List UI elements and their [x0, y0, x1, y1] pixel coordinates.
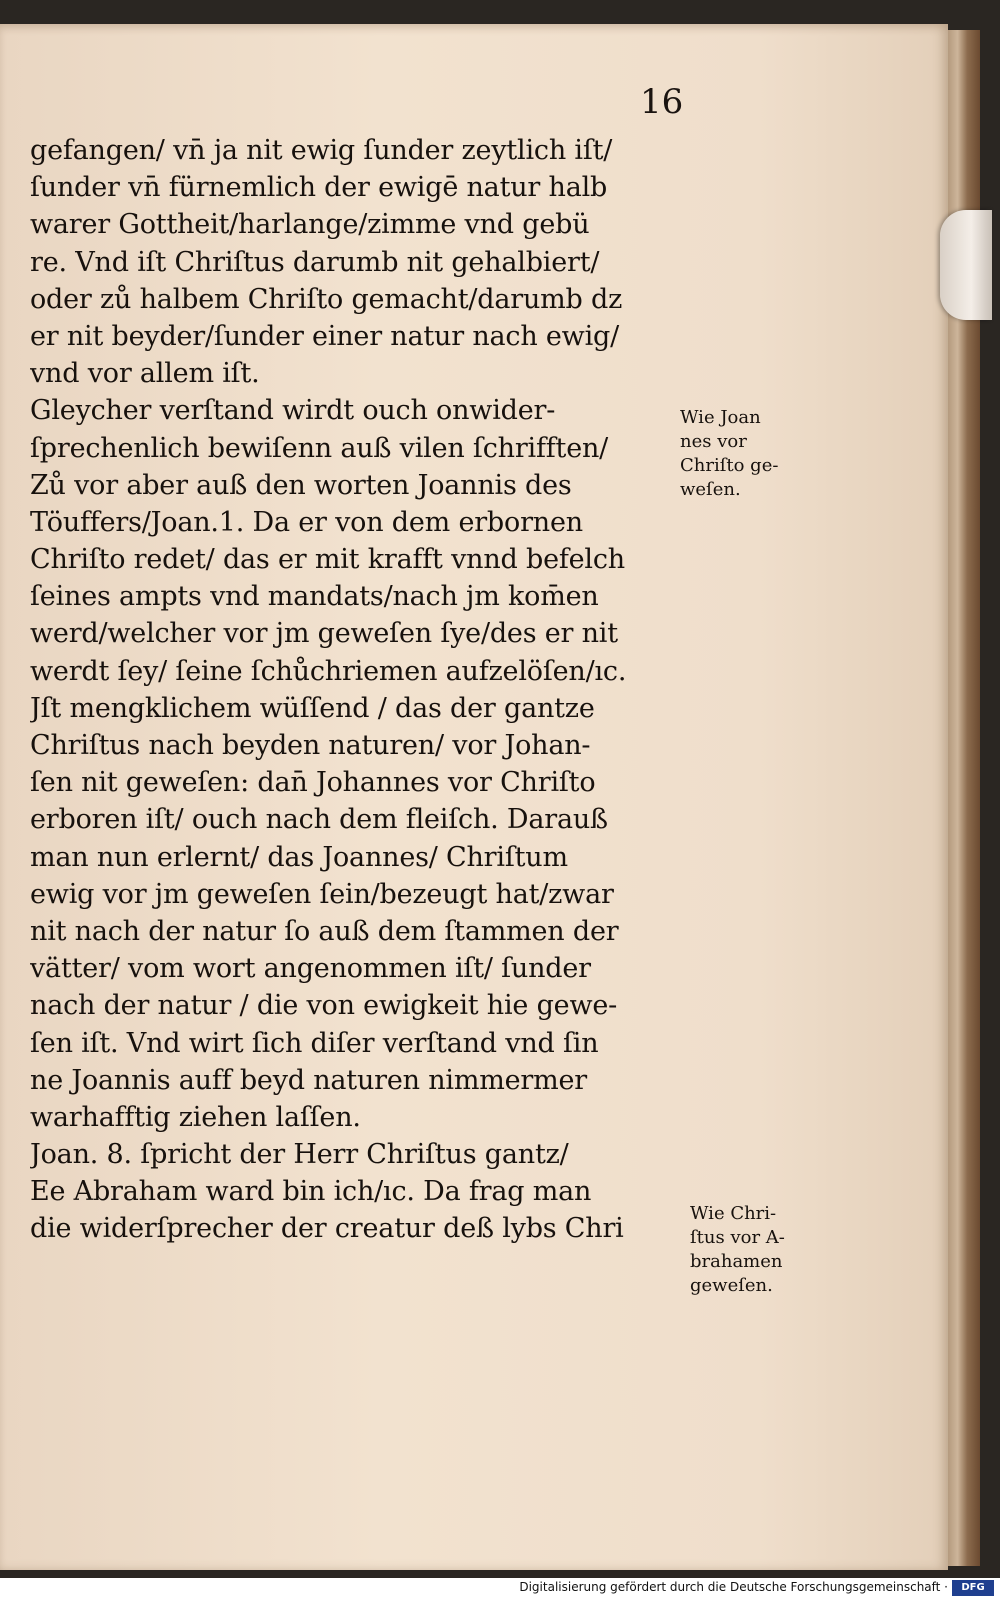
text-line: erboren iſt/ ouch nach dem fleiſch. Darauß: [30, 804, 608, 836]
text-line: Jſt mengklichem wüſſend / das der gantze: [30, 692, 595, 724]
text-line: Ee Abraham ward bin ich/ıc. Da frag man: [30, 1176, 592, 1208]
text-line: warhafftig ziehen laſſen.: [30, 1101, 361, 1133]
text-line: ſen iſt. Vnd wirt ſich diſer verſtand vnd ſin: [30, 1027, 599, 1059]
text-line: vnd vor allem iſt.: [30, 358, 260, 390]
text-line: oder zů halbem Chriſto gemacht/darumb dz: [30, 283, 623, 315]
margin-note-line: geweſen.: [690, 1275, 773, 1296]
text-line: Zů vor aber auß den worten Joannis des: [30, 469, 572, 501]
text-line: ſprechenlich bewiſenn auß vilen ſchrifften/: [30, 432, 609, 464]
text-line: Gleycher verſtand wirdt ouch onwider-: [30, 395, 556, 427]
page-number: 16: [640, 82, 684, 122]
margin-note-line: Chriſto ge-: [680, 455, 779, 476]
text-line: ſen nit geweſen: dan̄ Johannes vor Chriſto: [30, 767, 596, 799]
footer-bar: [0, 1578, 1000, 1599]
text-line: Chriſtus nach beyden naturen/ vor Johan-: [30, 730, 591, 761]
body-text: [30, 132, 690, 1248]
margin-note-line: brahamen: [690, 1251, 783, 1272]
text-line: ſeines ampts vnd mandats/nach jm kom̄en: [30, 581, 599, 613]
footer-credit: Digitalisierung gefördert durch die Deutsche Forschungsgemeinschaft ·: [519, 1580, 948, 1594]
text-line: er nit beyder/ſunder einer natur nach ewig/: [30, 320, 619, 352]
dfg-logo: DFG: [952, 1580, 994, 1596]
text-line: werd/welcher vor jm geweſen ſye/des er nit: [30, 618, 618, 650]
text-line: werdt ſey/ ſeine ſchůchriemen aufzelöſen/ıc.: [30, 655, 627, 687]
margin-note-2: [690, 1202, 850, 1298]
text-line: man nun erlernt/ das Joannes/ Chriſtum: [30, 841, 568, 873]
margin-note-line: ſtus vor A-: [690, 1227, 785, 1248]
margin-note-line: Wie Chri-: [690, 1203, 777, 1224]
text-line: warer Gottheit/harlange/zimme vnd gebü: [30, 209, 590, 241]
text-line: vätter/ vom wort angenommen iſt/ ſunder: [30, 953, 591, 985]
margin-note-1: [680, 406, 840, 502]
text-line: gefangen/ vn̄ ja nit ewig ſunder zeytlich iſt/: [30, 135, 613, 166]
text-line: re. Vnd iſt Chriſtus darumb nit gehalbiert/: [30, 246, 600, 278]
margin-note-line: weſen.: [680, 479, 741, 500]
text-line: die widerſprecher der creatur deß lybs Chri: [30, 1213, 624, 1245]
margin-note-line: nes vor: [680, 431, 747, 452]
text-line: Chriſto redet/ das er mit krafft vnnd befelch: [30, 544, 625, 576]
text-line: ne Joannis auff beyd naturen nimmermer: [30, 1064, 588, 1096]
text-line: ewig vor jm geweſen ſein/bezeugt hat/zwar: [30, 878, 614, 910]
page-clip: [940, 210, 992, 320]
text-line: nit nach der natur ſo auß dem ſtammen der: [30, 915, 619, 947]
text-line: ſunder vn̄ fürnemlich der ewigē natur halb: [30, 172, 608, 204]
text-line: nach der natur / die von ewigkeit hie gewe-: [30, 990, 618, 1022]
text-line: Töuffers/Joan.1. Da er von dem erbornen: [30, 506, 583, 538]
margin-note-line: Wie Joan: [680, 407, 761, 428]
text-line: Joan. 8. ſpricht der Herr Chriſtus gantz/: [30, 1139, 569, 1171]
